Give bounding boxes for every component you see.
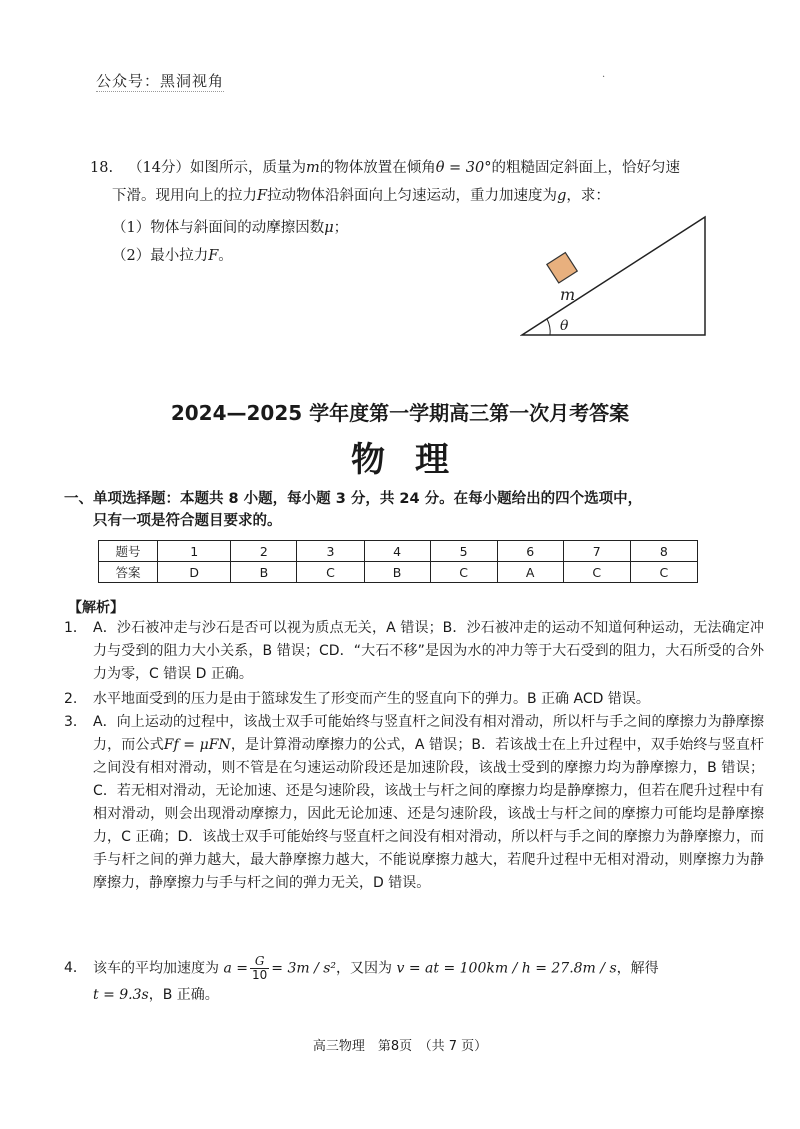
table-cell: 1 [158, 541, 231, 562]
table-cell: C [430, 562, 497, 583]
table-cell: 题号 [99, 541, 158, 562]
force-symbol: F [208, 248, 219, 264]
mu-symbol: μ [324, 220, 334, 236]
mass-block [547, 253, 577, 283]
item-text [93, 955, 764, 1008]
answer-table [98, 540, 698, 583]
analysis-heading: 【解析】 [68, 600, 124, 616]
question-text: 拉动物体沿斜面向上匀速运动，重力加速度为 [267, 188, 558, 204]
question-text: 的物体放置在倾角 [319, 160, 436, 176]
subject-title: 物理 [351, 440, 479, 480]
table-cell: C [630, 562, 697, 583]
time-formula: t = 9.3s [93, 987, 149, 1003]
item-number: 3． [64, 714, 87, 730]
mass-symbol: m [305, 160, 320, 176]
table-cell: 答案 [99, 562, 158, 583]
sub-question-1 [112, 218, 348, 238]
item-number: 1． [64, 620, 87, 636]
question-line-1 [128, 158, 680, 178]
table-cell: C [563, 562, 630, 583]
question-text: 的粗糙固定斜面上，恰好匀速 [491, 160, 681, 176]
table-cell: 2 [231, 541, 297, 562]
table-cell: 5 [430, 541, 497, 562]
acceleration-formula-rhs: = 3m / s² [271, 960, 337, 977]
item-text: A．沙石被冲走与沙石是否可以视为质点无关，A 错误；B．沙石被冲走的运动不知道何种运动，无法确定冲力与受到的阻力大小关系，B 错误；CD．“大石不移”是因为水的冲力等于大石受到的阻力，大石所受的合外力为零，C 错误 D 正确。 [93, 620, 764, 682]
watermark-dot: · [602, 72, 606, 83]
sub-question-text: ； [333, 220, 349, 236]
table-cell: 4 [364, 541, 430, 562]
table-row [99, 562, 698, 583]
item-text-part: 该车的平均加速度为 [93, 960, 219, 977]
question-text: （14分）如图所示，质量为 [128, 160, 306, 176]
sub-question-text: （1）物体与斜面间的动摩擦因数 [112, 220, 325, 236]
table-cell: D [158, 562, 231, 583]
watermark-text: 公众号：黑洞视角 [96, 72, 225, 90]
table-cell: 6 [497, 541, 563, 562]
table-cell: 8 [630, 541, 697, 562]
table-row [99, 541, 698, 562]
item-text: 水平地面受到的压力是由于篮球发生了形变而产生的竖直向下的弹力。B 正确 ACD 错误。 [93, 691, 650, 707]
analysis-item-4 [64, 955, 764, 1008]
sub-question-text: （2）最小拉力 [112, 248, 209, 264]
table-cell: 3 [297, 541, 364, 562]
acceleration-formula-lhs: a = [223, 960, 248, 977]
friction-formula: Ff = μFN [163, 737, 231, 753]
section-heading-line-1: 一、单项选择题：本题共 8 小题，每小题 3 分，共 24 分。在每小题给出的四个选项中， [64, 491, 643, 507]
analysis-item-3 [64, 711, 764, 895]
item-text [93, 711, 764, 895]
section-heading [64, 488, 754, 532]
sub-question-2 [112, 246, 233, 266]
page-footer: 高三物理 第8页 （共 7 页） [312, 1039, 488, 1054]
item-text-part: ，解得 [616, 960, 659, 977]
incline-figure [520, 215, 710, 340]
angle-label: θ [560, 318, 569, 334]
table-cell: 7 [563, 541, 630, 562]
question-number: 18. [90, 160, 114, 176]
item-number: 4． [64, 960, 87, 976]
fraction-denominator: 10 [251, 968, 268, 982]
sub-question-text: 。 [218, 248, 233, 264]
question-line-2 [112, 186, 610, 206]
section-heading-line-2: 只有一项是符合题目要求的。 [93, 513, 282, 529]
fraction-numerator: G [250, 955, 269, 969]
answer-title: 2024—2025 学年度第一学期高三第一次月考答案 [170, 401, 630, 425]
item-number: 2. [64, 691, 78, 707]
question-text: 下滑。现用向上的拉力 [112, 188, 257, 204]
table-cell: B [364, 562, 430, 583]
analysis-item-2 [64, 688, 764, 711]
table-cell: C [297, 562, 364, 583]
item-text-part: ，是计算滑动摩擦力的公式，A 错误；B．若该战士在上升过程中，双手始终与竖直杆之间没有相对滑动，则不管是在匀速运动阶段还是加速阶段，该战士受到的摩擦力均为静摩擦力，B 错误；C．若无相对滑动，无论加速、还是匀速阶段，该战士与杆之间的摩擦力均是静摩擦力，但若在爬升过程中有相对滑动，则会出现滑动摩擦力，因此无论加速、还是匀速阶段，该战士与杆之间的摩擦力可能均是静摩擦力，C 正确；D．该战士双手可能始终与竖直杆之间没有相对滑动，所以杆与手之间的摩擦力为静摩擦力，而手与杆之间的弹力越大，最大静摩擦力越大，不能说摩擦力越大，若爬升过程中无相对滑动，则摩擦力为静摩擦力，静摩擦力与手与杆之间的弹力无关，D 错误。 [93, 737, 765, 891]
question-text: ，求： [566, 188, 610, 204]
block-label: m [560, 285, 576, 304]
incline-triangle [522, 217, 705, 335]
fraction [250, 955, 269, 982]
analysis-item-1 [64, 617, 764, 686]
angle-formula: θ = 30° [435, 160, 492, 176]
item-text-part: ，B 正确。 [148, 987, 219, 1003]
force-symbol: F [257, 188, 268, 204]
item-text-part: ，又因为 [336, 960, 393, 977]
table-cell: A [497, 562, 563, 583]
gravity-symbol: g [557, 188, 567, 204]
item-text-part: A．向上运动的过程中，该战士双手可能始终与竖直杆之间没有相对滑动，所以杆与手之间的摩擦力为静摩擦力，而公式 [93, 714, 764, 753]
angle-arc [547, 319, 550, 335]
table-cell: B [231, 562, 297, 583]
velocity-formula: v = at = 100km / h = 27.8m / s [396, 960, 617, 977]
